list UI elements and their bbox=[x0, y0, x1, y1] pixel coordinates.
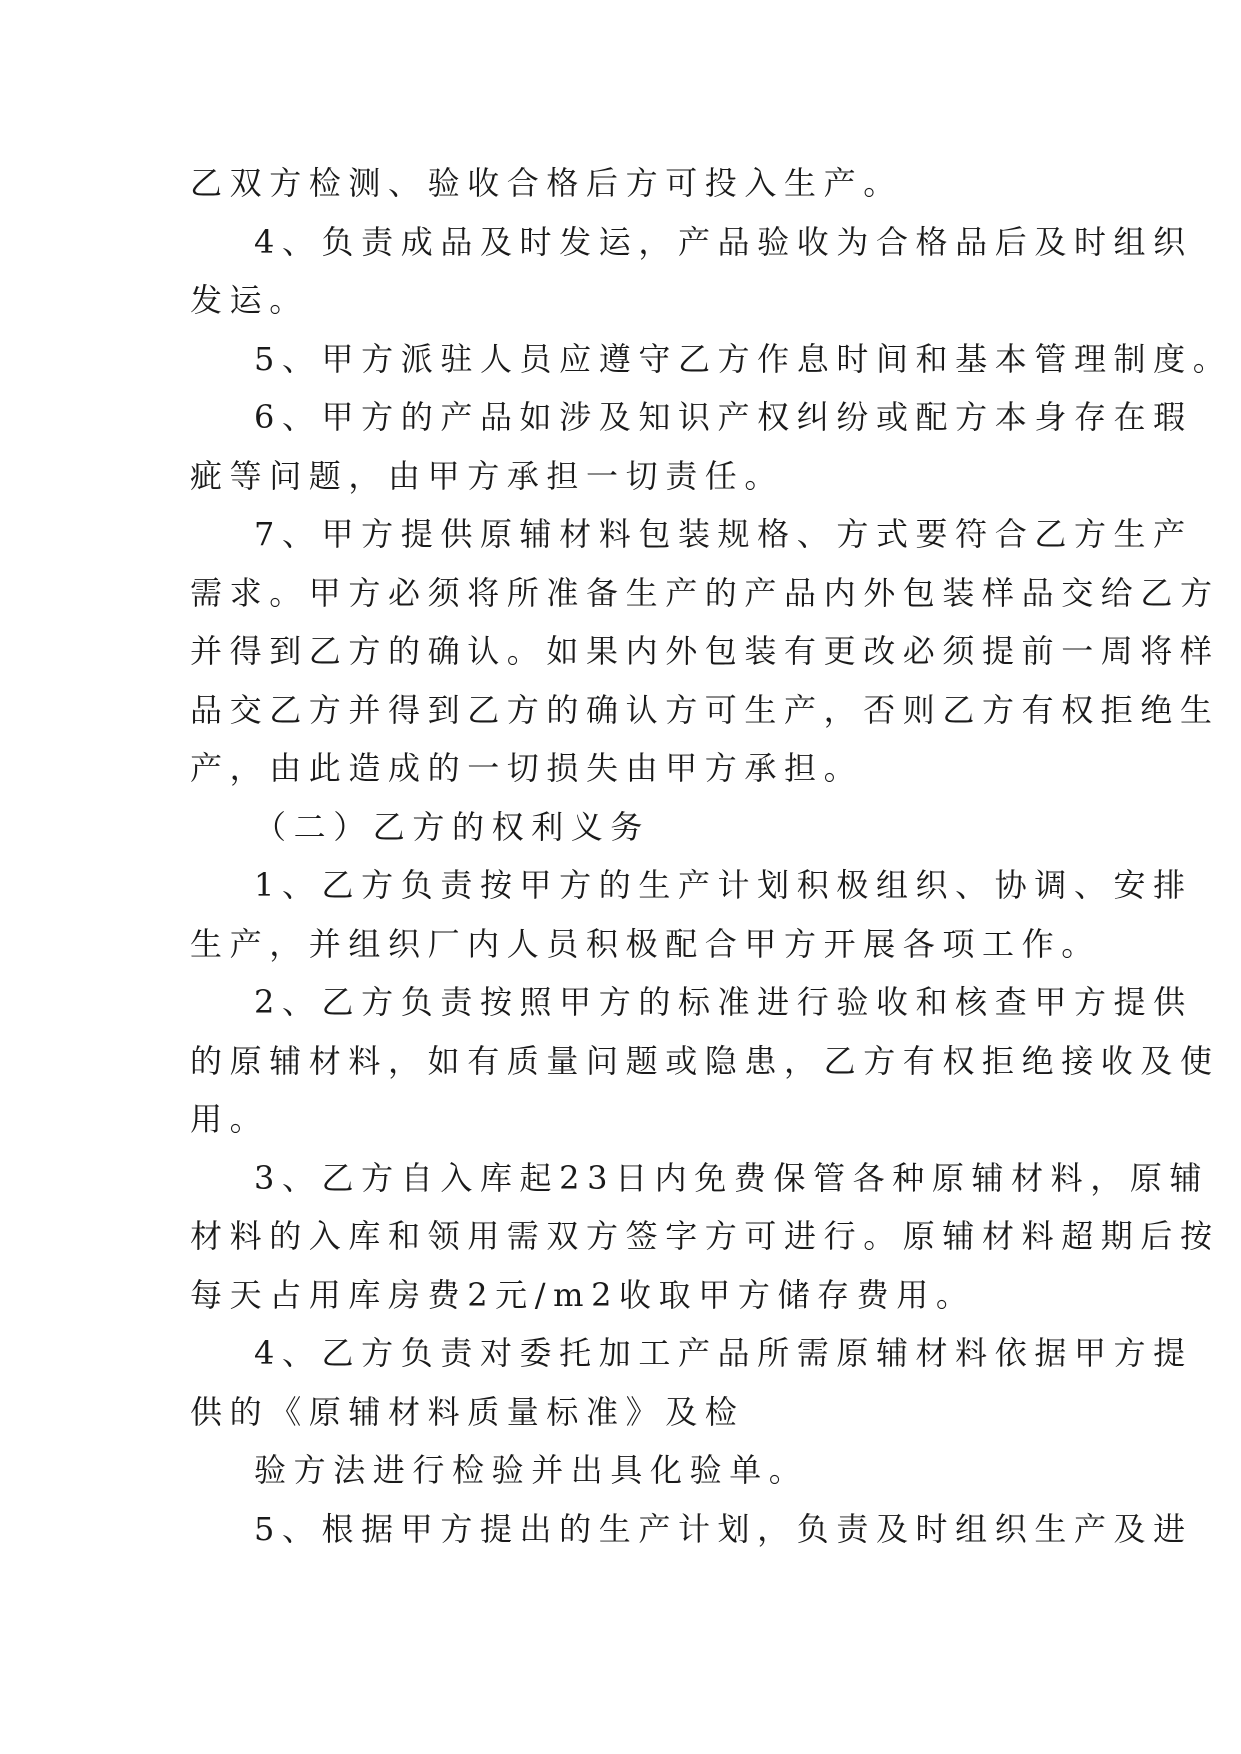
text-line: 5、甲方派驻人员应遵守乙方作息时间和基本管理制度。 bbox=[254, 340, 1233, 378]
text-line: 生产，并组织厂内人员积极配合甲方开展各项工作。 bbox=[190, 925, 1101, 963]
text-line: 产，由此造成的一切损失由甲方承担。 bbox=[190, 749, 864, 787]
text-line: 2、乙方负责按照甲方的标准进行验收和核查甲方提供 bbox=[254, 983, 1193, 1021]
text-line: 4、乙方负责对委托加工产品所需原辅材料依据甲方提 bbox=[254, 1334, 1193, 1372]
text-line: 1、乙方负责按甲方的生产计划积极组织、协调、安排 bbox=[254, 866, 1193, 904]
text-line: 材料的入库和领用需双方签字方可进行。原辅材料超期后按 bbox=[190, 1217, 1220, 1255]
text-line: 品交乙方并得到乙方的确认方可生产，否则乙方有权拒绝生 bbox=[190, 691, 1220, 729]
text-line: 发运。 bbox=[190, 281, 309, 319]
text-line: 5、根据甲方提出的生产计划，负责及时组织生产及进 bbox=[254, 1510, 1193, 1548]
text-line: 验方法进行检验并出具化验单。 bbox=[254, 1451, 809, 1489]
text-line: 3、乙方自入库起23日内免费保管各种原辅材料，原辅 bbox=[254, 1159, 1210, 1197]
text-line: 乙双方检测、验收合格后方可投入生产。 bbox=[190, 164, 903, 202]
text-line: 6、甲方的产品如涉及知识产权纠纷或配方本身存在瑕 bbox=[254, 398, 1193, 436]
text-line: 4、负责成品及时发运，产品验收为合格品后及时组织 bbox=[254, 223, 1193, 261]
text-line: 并得到乙方的确认。如果内外包装有更改必须提前一周将样 bbox=[190, 632, 1220, 670]
text-line: 的原辅材料，如有质量问题或隐患，乙方有权拒绝接收及使 bbox=[190, 1042, 1220, 1080]
text-line: 需求。甲方必须将所准备生产的产品内外包装样品交给乙方 bbox=[190, 574, 1220, 612]
text-line: 疵等问题，由甲方承担一切责任。 bbox=[190, 457, 785, 495]
section-heading: （二）乙方的权利义务 bbox=[254, 808, 651, 846]
text-line: 用。 bbox=[190, 1100, 270, 1138]
text-line: 每天占用库房费2元/m2收取甲方储存费用。 bbox=[190, 1276, 976, 1314]
text-line: 7、甲方提供原辅材料包装规格、方式要符合乙方生产 bbox=[254, 515, 1193, 553]
text-line: 供的《原辅材料质量标准》及检 bbox=[190, 1393, 745, 1431]
